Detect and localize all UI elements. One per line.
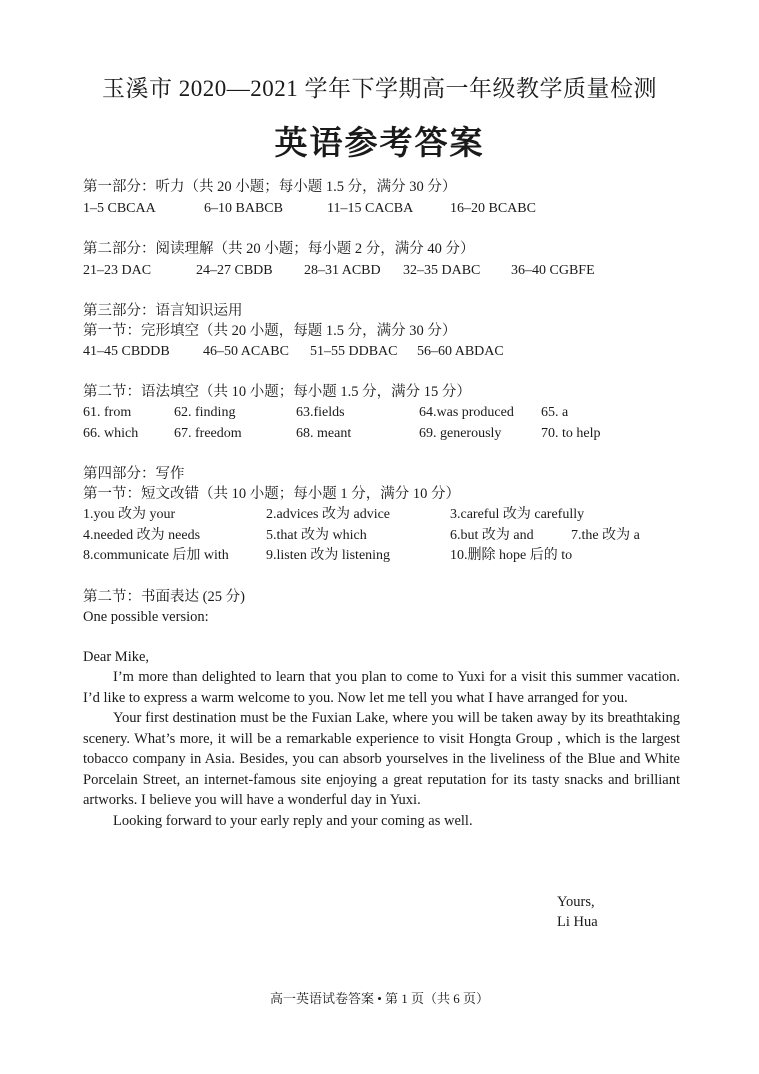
part3-section1-answer: 46–50 ACABC [203,344,289,359]
part3-section2-heading: 第二节：语法填空（共 10 小题；每小题 1.5 分，满分 15 分） [83,384,471,400]
part2-answer: 28–31 ACBD [304,263,381,278]
letter-body [83,667,680,831]
part1-answer: 1–5 CBCAA [83,201,156,216]
grammar-answer: 65. a [541,405,569,420]
part2-answer: 21–23 DAC [83,263,152,278]
grammar-answer: 69. generously [419,426,502,441]
part3-section1-answer: 51–55 DDBAC [310,344,398,359]
sample-intro: One possible version: [83,609,209,625]
part2-answer: 24–27 CBDB [196,263,273,278]
grammar-answer: 62. finding [174,405,236,420]
part3-section1-answer: 56–60 ABDAC [417,344,504,359]
grammar-answer: 68. meant [296,426,352,441]
correction-answer: 3.careful 改为 carefully [450,507,585,522]
part2-answer: 36–40 CGBFE [511,263,595,278]
correction-answer: 1.you 改为 your [83,507,176,522]
letter-signature: Li Hua [557,914,598,930]
part4-heading: 第四部分：写作 [83,466,185,482]
part1-heading: 第一部分：听力（共 20 小题；每小题 1.5 分，满分 30 分） [83,179,457,195]
correction-answer: 10.删除 hope 后的 to [450,548,573,563]
part4-section1-heading: 第一节：短文改错（共 10 小题；每小题 1 分，满分 10 分） [83,486,460,502]
letter-greeting: Dear Mike, [83,649,150,665]
correction-answer: 2.advices 改为 advice [266,507,391,522]
correction-answer: 7.the 改为 a [571,528,640,543]
page-footer: 高一英语试卷答案 • 第 1 页（共 6 页） [269,991,490,1006]
part1-answer: 6–10 BABCB [204,201,283,216]
part2-heading: 第二部分：阅读理解（共 20 小题；每小题 2 分，满分 40 分） [83,241,475,257]
grammar-answer: 64.was produced [419,405,514,420]
correction-answer: 8.communicate 后加 with [83,548,229,563]
grammar-answer: 67. freedom [174,426,242,441]
letter-paragraph: Looking forward to your early reply and your coming as well. [113,812,473,829]
letter-closing: Yours, [557,894,595,910]
part1-answer: 16–20 BCABC [450,201,536,216]
part2-answer: 32–35 DABC [403,263,481,278]
document-subtitle: 英语参考答案 [274,126,485,162]
correction-answer: 9.listen 改为 listening [266,548,391,563]
part1-answer: 11–15 CACBA [327,201,414,216]
letter-paragraph: I’m more than delighted to learn that you plan to come to Yuxi for a visit this summer vacation. I’d like to express a warm welcome to you. Now let me tell you what I have arranged for you. [83,669,680,706]
part3-section1-answer: 41–45 CBDDB [83,344,170,359]
part3-heading: 第三部分：语言知识运用 [83,303,243,319]
document-title: 玉溪市 2020—2021 学年下学期高一年级教学质量检测 [102,76,657,101]
part3-section1-heading: 第一节：完形填空（共 20 小题，每题 1.5 分，满分 30 分） [83,323,457,339]
correction-answer: 6.but 改为 and [450,528,534,543]
grammar-answer: 66. which [83,426,139,441]
correction-answer: 4.needed 改为 needs [83,528,201,543]
grammar-answer: 61. from [83,405,132,420]
correction-answer: 5.that 改为 which [266,528,367,543]
grammar-answer: 70. to help [541,426,601,441]
grammar-answer: 63.fields [296,405,345,420]
part4-section2-heading: 第二节：书面表达 (25 分) [83,589,245,605]
letter-paragraph: Your first destination must be the Fuxian Lake, where you will be taken away by its breathtaking scenery. What’s more, it will be a remarkable experience to visit Hongta Group , which is the largest tobacco company in Asia. Besides, you can absorb yourselves in the liveliness of the Blue and White Porcelain Street, an internet-famous site enjoying a great reputation for its tasty snacks and brilliant artworks. I believe you will have a wonderful day in Yuxi. [83,710,680,808]
